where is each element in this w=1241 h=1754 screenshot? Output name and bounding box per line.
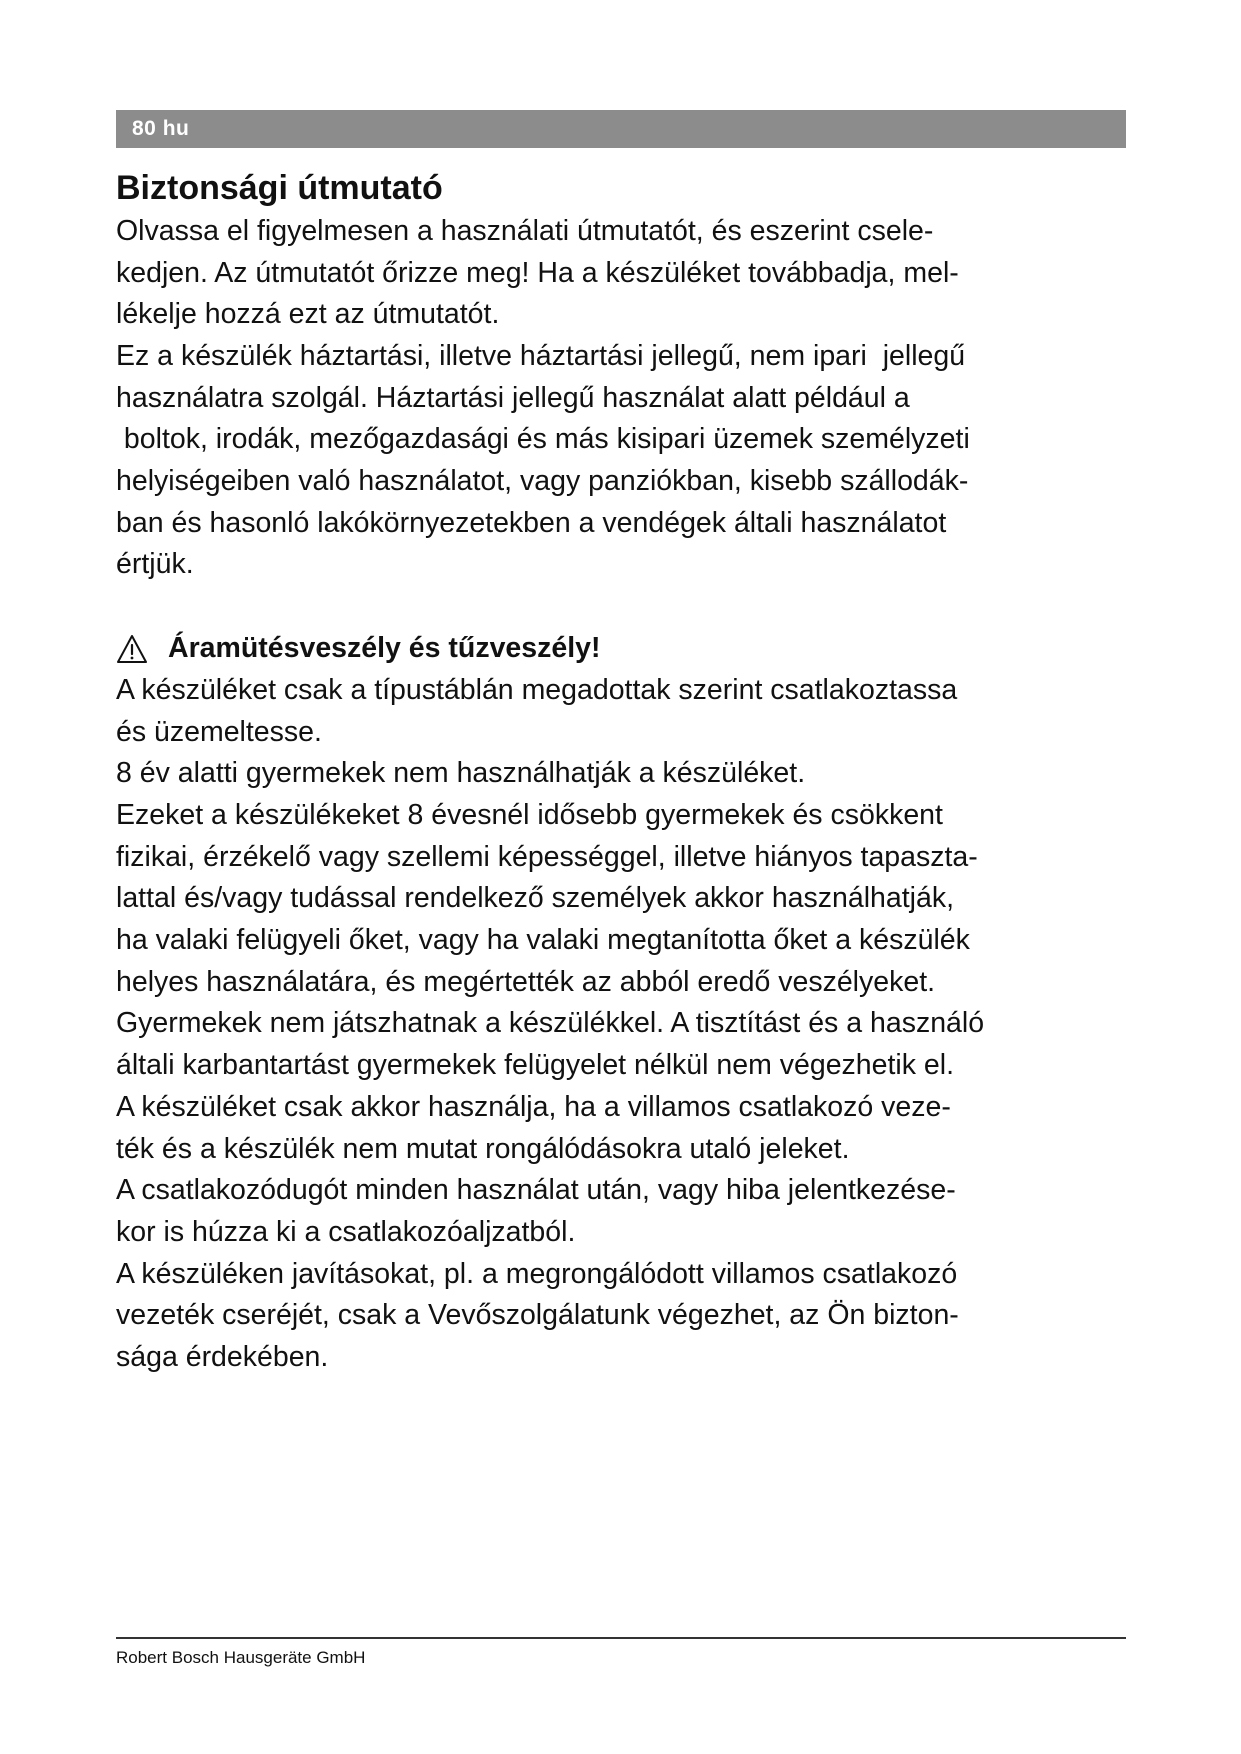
section-title: Biztonsági útmutató <box>116 169 443 207</box>
intro-line: helyiségeiben való használatot, vagy panziókban, kisebb szállodák- <box>116 465 969 498</box>
warning-line: általi karbantartást gyermekek felügyelet nélkül nem végezhetik el. <box>116 1049 955 1082</box>
document-body <box>116 168 1126 1379</box>
warning-line: vezeték cseréjét, csak a Vevőszolgálatunk végezhet, az Ön bizton- <box>116 1299 959 1332</box>
warning-line: 8 év alatti gyermekek nem használhatják a készüléket. <box>116 757 806 790</box>
warning-line: kor is húzza ki a csatlakozóaljzatból. <box>116 1215 576 1248</box>
warning-line: A csatlakozódugót minden használat után, vagy hiba jelentkezése- <box>116 1174 956 1207</box>
intro-line: ban és hasonló lakókörnyezetekben a vendégek általi használatot <box>116 506 947 539</box>
footer-company: Robert Bosch Hausgeräte GmbH <box>116 1648 366 1667</box>
warning-line: A készüléken javításokat, pl. a megrongálódott villamos csatlakozó <box>116 1257 958 1290</box>
warning-line: Ezeket a készülékeket 8 évesnél idősebb gyermekek és csökkent <box>116 798 943 831</box>
footer-divider <box>116 1637 1126 1639</box>
warning-line: ha valaki felügyeli őket, vagy ha valaki megtanította őket a készülék <box>116 924 970 957</box>
intro-line: Ez a készülék háztartási, illetve háztartási jellegű, nem ipari jellegű <box>116 339 966 372</box>
warning-line: helyes használatára, és megértették az abból eredő veszélyeket. <box>116 965 936 998</box>
warning-triangle-icon <box>116 634 148 664</box>
warning-title: Áramütésveszély és tűzveszély! <box>168 632 601 665</box>
intro-paragraph <box>116 211 1126 586</box>
intro-line: értjük. <box>116 548 194 581</box>
intro-line: boltok, irodák, mezőgazdasági és más kisipari üzemek személyzeti <box>116 423 970 456</box>
warning-line: ték és a készülék nem mutat rongálódásokra utaló jeleket. <box>116 1132 850 1165</box>
warning-line: lattal és/vagy tudással rendelkező személyek akkor használhatják, <box>116 882 955 915</box>
intro-line: lékelje hozzá ezt az útmutatót. <box>116 298 500 331</box>
warning-line: Gyermekek nem játszhatnak a készülékkel. A tisztítást és a használó <box>116 1007 985 1040</box>
intro-line: használatra szolgál. Háztartási jellegű használat alatt például a <box>116 381 910 414</box>
warning-line: fizikai, érzékelő vagy szellemi képességgel, illetve hiányos tapaszta- <box>116 840 978 873</box>
page-header-bar <box>116 110 1126 148</box>
intro-line: kedjen. Az útmutatót őrizze meg! Ha a készüléket továbbadja, mel- <box>116 256 959 289</box>
warning-paragraph <box>116 670 1126 1379</box>
intro-line: Olvassa el figyelmesen a használati útmutatót, és eszerint csele- <box>116 214 934 247</box>
warning-line: sága érdekében. <box>116 1341 329 1374</box>
warning-line: A készüléket csak akkor használja, ha a villamos csatlakozó veze- <box>116 1090 951 1123</box>
page-number-label: 80 hu <box>132 117 190 140</box>
warning-heading <box>116 628 1126 670</box>
warning-line: A készüléket csak a típustáblán megadottak szerint csatlakoztassa <box>116 673 958 706</box>
warning-line: és üzemeltesse. <box>116 715 322 748</box>
